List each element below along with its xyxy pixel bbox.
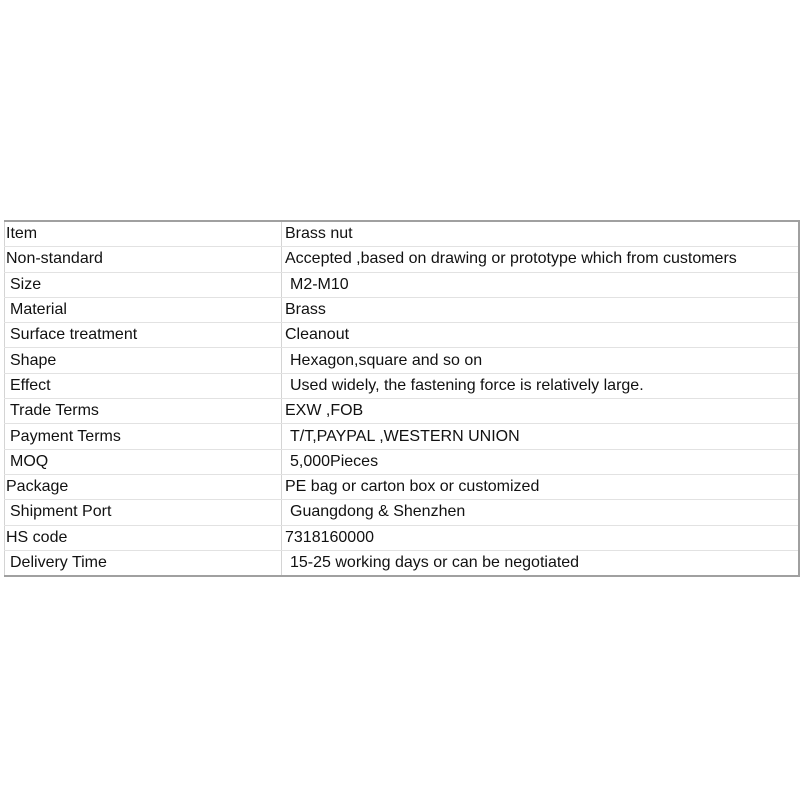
- row-label: Payment Terms: [5, 424, 282, 449]
- row-label: Effect: [5, 373, 282, 398]
- row-value: Hexagon,square and so on: [282, 348, 799, 373]
- row-value: PE bag or carton box or customized: [282, 474, 799, 499]
- row-label: Shape: [5, 348, 282, 373]
- row-value: Accepted ,based on drawing or prototype which from customers: [282, 247, 799, 272]
- table-row: [5, 525, 799, 550]
- row-value: Cleanout: [282, 323, 799, 348]
- table-row: [5, 474, 799, 499]
- table-row: [5, 272, 799, 297]
- row-label: Item: [5, 221, 282, 247]
- row-label: HS code: [5, 525, 282, 550]
- product-spec-table: [4, 220, 800, 577]
- row-label: Package: [5, 474, 282, 499]
- table-row: [5, 221, 799, 247]
- table-row: [5, 424, 799, 449]
- table-row: [5, 500, 799, 525]
- table-row: [5, 247, 799, 272]
- row-value: Used widely, the fastening force is relatively large.: [282, 373, 799, 398]
- row-value: T/T,PAYPAL ,WESTERN UNION: [282, 424, 799, 449]
- table-row: [5, 373, 799, 398]
- row-value: Brass: [282, 297, 799, 322]
- row-value: 7318160000: [282, 525, 799, 550]
- row-label: Trade Terms: [5, 399, 282, 424]
- row-value: M2-M10: [282, 272, 799, 297]
- table-row: [5, 449, 799, 474]
- row-value: 15-25 working days or can be negotiated: [282, 550, 799, 576]
- row-value: Guangdong & Shenzhen: [282, 500, 799, 525]
- table-row: [5, 323, 799, 348]
- row-label: MOQ: [5, 449, 282, 474]
- row-label: Delivery Time: [5, 550, 282, 576]
- row-label: Surface treatment: [5, 323, 282, 348]
- row-value: Brass nut: [282, 221, 799, 247]
- row-value: EXW ,FOB: [282, 399, 799, 424]
- table-row: [5, 399, 799, 424]
- table-row: [5, 348, 799, 373]
- row-label: Shipment Port: [5, 500, 282, 525]
- table-row: [5, 297, 799, 322]
- row-value: 5,000Pieces: [282, 449, 799, 474]
- table-row: [5, 550, 799, 576]
- row-label: Material: [5, 297, 282, 322]
- row-label: Size: [5, 272, 282, 297]
- row-label: Non-standard: [5, 247, 282, 272]
